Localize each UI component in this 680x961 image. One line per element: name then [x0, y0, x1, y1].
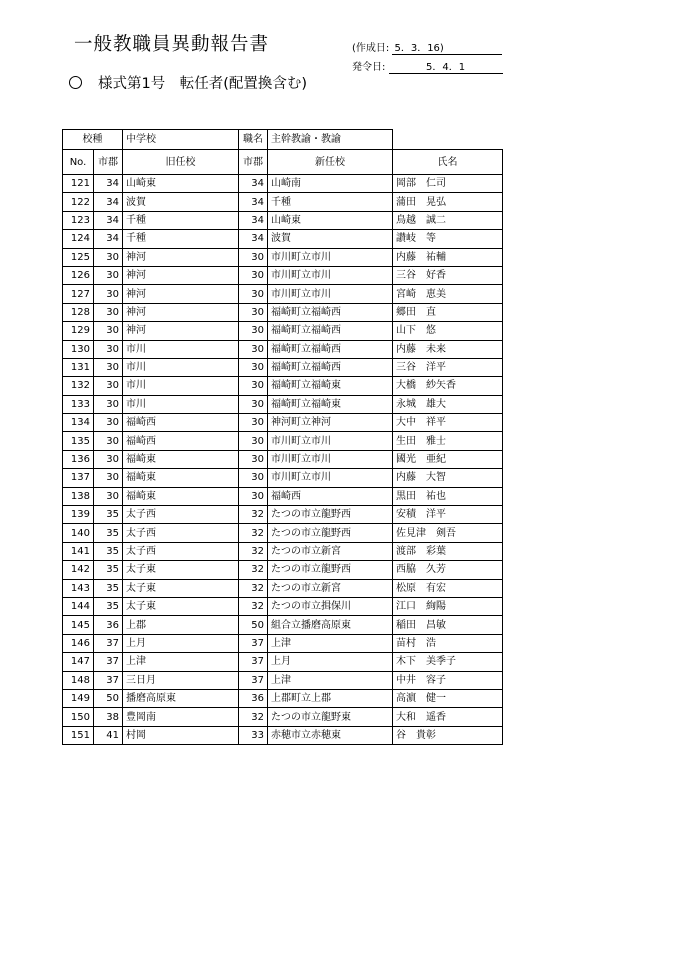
row-number: 136 — [63, 450, 94, 468]
teacher-name: 岡部 仁司 — [393, 175, 503, 193]
teacher-name: 黒田 祐也 — [393, 487, 503, 505]
new-school: 福崎町立福崎西 — [268, 303, 393, 321]
old-school: 千種 — [123, 211, 239, 229]
old-school: 上津 — [123, 653, 239, 671]
teacher-name: 郷田 直 — [393, 303, 503, 321]
teacher-name: 稲田 昌敏 — [393, 616, 503, 634]
table-row — [63, 616, 503, 634]
new-district-code: 32 — [239, 542, 268, 560]
new-school: 福崎町立福崎東 — [268, 377, 393, 395]
row-number: 133 — [63, 395, 94, 413]
old-school: 市川 — [123, 340, 239, 358]
old-school: 福崎東 — [123, 450, 239, 468]
teacher-name: 松原 有宏 — [393, 579, 503, 597]
new-school: たつの市立龍野西 — [268, 524, 393, 542]
column-header: 旧任校 — [123, 150, 239, 175]
new-school: 市川町立市川 — [268, 450, 393, 468]
blank-cell — [393, 130, 503, 150]
teacher-name: 苗村 浩 — [393, 634, 503, 652]
new-school: たつの市立龍野西 — [268, 561, 393, 579]
table-row — [63, 266, 503, 284]
old-school: 村岡 — [123, 726, 239, 744]
row-number: 147 — [63, 653, 94, 671]
new-district-code: 30 — [239, 377, 268, 395]
old-school: 波賀 — [123, 193, 239, 211]
column-header: 氏名 — [393, 150, 503, 175]
row-number: 148 — [63, 671, 94, 689]
teacher-name: 佐見津 剣吾 — [393, 524, 503, 542]
table-row — [63, 377, 503, 395]
table-row — [63, 671, 503, 689]
old-district-code: 38 — [94, 708, 123, 726]
issue-date-label: 発令日: — [352, 62, 386, 73]
teacher-name: 谷 貴彰 — [393, 726, 503, 744]
new-district-code: 37 — [239, 653, 268, 671]
row-number: 142 — [63, 561, 94, 579]
old-district-code: 37 — [94, 671, 123, 689]
old-district-code: 35 — [94, 597, 123, 615]
created-date-label: (作成日: — [352, 43, 390, 54]
created-date — [352, 39, 502, 55]
new-school: 山崎南 — [268, 175, 393, 193]
new-school: 神河町立神河 — [268, 414, 393, 432]
teacher-name: 山下 悠 — [393, 322, 503, 340]
column-header: 新任校 — [268, 150, 393, 175]
new-district-code: 30 — [239, 322, 268, 340]
old-district-code: 30 — [94, 303, 123, 321]
table-row — [63, 542, 503, 560]
new-district-code: 34 — [239, 230, 268, 248]
new-district-code: 30 — [239, 487, 268, 505]
new-school: たつの市立龍野東 — [268, 708, 393, 726]
table-row — [63, 597, 503, 615]
table-row — [63, 432, 503, 450]
table-row — [63, 175, 503, 193]
new-district-code: 34 — [239, 211, 268, 229]
row-number: 128 — [63, 303, 94, 321]
old-district-code: 35 — [94, 542, 123, 560]
old-district-code: 35 — [94, 524, 123, 542]
new-district-code: 50 — [239, 616, 268, 634]
old-district-code: 30 — [94, 358, 123, 376]
table-meta-row — [63, 130, 503, 150]
table-row — [63, 561, 503, 579]
row-number: 123 — [63, 211, 94, 229]
old-school: 太子西 — [123, 506, 239, 524]
old-school: 太子西 — [123, 524, 239, 542]
new-district-code: 32 — [239, 708, 268, 726]
row-number: 121 — [63, 175, 94, 193]
teacher-name: 内藤 大智 — [393, 469, 503, 487]
teacher-name: 渡部 彩葉 — [393, 542, 503, 560]
old-district-code: 50 — [94, 689, 123, 707]
row-number: 151 — [63, 726, 94, 744]
old-district-code: 30 — [94, 450, 123, 468]
row-number: 131 — [63, 358, 94, 376]
old-school: 千種 — [123, 230, 239, 248]
new-school: 福崎町立福崎西 — [268, 358, 393, 376]
new-district-code: 34 — [239, 193, 268, 211]
new-district-code: 30 — [239, 358, 268, 376]
old-school: 福崎東 — [123, 487, 239, 505]
row-number: 129 — [63, 322, 94, 340]
new-school: 市川町立市川 — [268, 432, 393, 450]
new-school: たつの市立龍野西 — [268, 506, 393, 524]
old-district-code: 30 — [94, 414, 123, 432]
table-row — [63, 450, 503, 468]
table-body — [63, 175, 503, 745]
old-district-code: 36 — [94, 616, 123, 634]
table-row — [63, 726, 503, 744]
old-district-code: 37 — [94, 653, 123, 671]
table-row — [63, 524, 503, 542]
row-number: 139 — [63, 506, 94, 524]
teacher-name: 宮崎 恵美 — [393, 285, 503, 303]
old-district-code: 30 — [94, 322, 123, 340]
row-number: 143 — [63, 579, 94, 597]
new-district-code: 30 — [239, 340, 268, 358]
new-school: たつの市立揖保川 — [268, 597, 393, 615]
new-school: 市川町立市川 — [268, 248, 393, 266]
subtitle-text: 様式第1号 転任者(配置換含む) — [98, 76, 308, 92]
teacher-name: 三谷 洋平 — [393, 358, 503, 376]
new-district-code: 37 — [239, 634, 268, 652]
new-district-code: 32 — [239, 524, 268, 542]
old-district-code: 30 — [94, 285, 123, 303]
new-district-code: 32 — [239, 506, 268, 524]
old-district-code: 41 — [94, 726, 123, 744]
new-school: 上郡町立上郡 — [268, 689, 393, 707]
teacher-name: 永城 雄大 — [393, 395, 503, 413]
teacher-name: 西脇 久芳 — [393, 561, 503, 579]
teacher-name: 讃岐 等 — [393, 230, 503, 248]
new-district-code: 30 — [239, 285, 268, 303]
new-district-code: 30 — [239, 414, 268, 432]
new-school: 上月 — [268, 653, 393, 671]
old-school: 神河 — [123, 285, 239, 303]
table-row — [63, 653, 503, 671]
teacher-name: 鳥越 誠二 — [393, 211, 503, 229]
form-subtitle — [69, 72, 307, 93]
teacher-name: 内藤 未来 — [393, 340, 503, 358]
new-district-code: 37 — [239, 671, 268, 689]
old-district-code: 30 — [94, 469, 123, 487]
old-school: 太子東 — [123, 561, 239, 579]
table-row — [63, 322, 503, 340]
column-header: No. — [63, 150, 94, 175]
new-district-code: 30 — [239, 469, 268, 487]
table-header-row — [63, 150, 503, 175]
row-number: 144 — [63, 597, 94, 615]
teacher-name: 三谷 好香 — [393, 266, 503, 284]
issue-date-value: 5．4．1 — [389, 58, 503, 74]
teacher-name: 大和 遥香 — [393, 708, 503, 726]
old-school: 上月 — [123, 634, 239, 652]
new-district-code: 33 — [239, 726, 268, 744]
row-number: 132 — [63, 377, 94, 395]
old-school: 太子西 — [123, 542, 239, 560]
row-number: 126 — [63, 266, 94, 284]
table-row — [63, 414, 503, 432]
row-number: 141 — [63, 542, 94, 560]
new-school: 山崎東 — [268, 211, 393, 229]
new-district-code: 30 — [239, 303, 268, 321]
old-district-code: 30 — [94, 487, 123, 505]
old-school: 太子東 — [123, 597, 239, 615]
teacher-name: 木下 美季子 — [393, 653, 503, 671]
new-school: 福崎西 — [268, 487, 393, 505]
new-school: 赤穂市立赤穂東 — [268, 726, 393, 744]
old-school: 神河 — [123, 322, 239, 340]
table-row — [63, 395, 503, 413]
new-school: 波賀 — [268, 230, 393, 248]
teacher-name: 高濵 健一 — [393, 689, 503, 707]
old-school: 福崎西 — [123, 432, 239, 450]
new-district-code: 30 — [239, 266, 268, 284]
old-school: 市川 — [123, 395, 239, 413]
row-number: 138 — [63, 487, 94, 505]
table-row — [63, 193, 503, 211]
new-district-code: 30 — [239, 395, 268, 413]
new-school: 市川町立市川 — [268, 266, 393, 284]
new-district-code: 30 — [239, 248, 268, 266]
table-row — [63, 708, 503, 726]
old-school: 市川 — [123, 358, 239, 376]
old-district-code: 34 — [94, 230, 123, 248]
school-type-label: 校種 — [63, 130, 123, 150]
row-number: 146 — [63, 634, 94, 652]
old-school: 市川 — [123, 377, 239, 395]
new-school: 福崎町立福崎西 — [268, 322, 393, 340]
row-number: 127 — [63, 285, 94, 303]
old-district-code: 30 — [94, 340, 123, 358]
old-district-code: 30 — [94, 377, 123, 395]
table-row — [63, 303, 503, 321]
document-title: 一般教職員異動報告書 — [74, 34, 270, 55]
table-row — [63, 634, 503, 652]
old-district-code: 35 — [94, 579, 123, 597]
table-row — [63, 285, 503, 303]
old-school: 太子東 — [123, 579, 239, 597]
old-district-code: 30 — [94, 266, 123, 284]
circle-icon — [69, 76, 82, 89]
old-district-code: 34 — [94, 211, 123, 229]
row-number: 122 — [63, 193, 94, 211]
old-school: 山崎東 — [123, 175, 239, 193]
old-school: 神河 — [123, 266, 239, 284]
new-district-code: 36 — [239, 689, 268, 707]
old-district-code: 30 — [94, 432, 123, 450]
row-number: 145 — [63, 616, 94, 634]
old-school: 上郡 — [123, 616, 239, 634]
table-row — [63, 689, 503, 707]
teacher-name: 大橋 紗矢香 — [393, 377, 503, 395]
teacher-name: 安積 洋平 — [393, 506, 503, 524]
old-school: 播磨高原東 — [123, 689, 239, 707]
new-school: 上津 — [268, 671, 393, 689]
old-school: 神河 — [123, 303, 239, 321]
column-header: 市郡 — [94, 150, 123, 175]
row-number: 134 — [63, 414, 94, 432]
teacher-name: 大中 祥平 — [393, 414, 503, 432]
row-number: 140 — [63, 524, 94, 542]
teacher-name: 江口 絢陽 — [393, 597, 503, 615]
old-district-code: 34 — [94, 175, 123, 193]
new-school: 千種 — [268, 193, 393, 211]
new-school: 市川町立市川 — [268, 285, 393, 303]
table-row — [63, 211, 503, 229]
row-number: 124 — [63, 230, 94, 248]
teacher-name: 中井 容子 — [393, 671, 503, 689]
row-number: 149 — [63, 689, 94, 707]
school-type-value: 中学校 — [123, 130, 239, 150]
new-district-code: 32 — [239, 579, 268, 597]
new-district-code: 34 — [239, 175, 268, 193]
new-district-code: 32 — [239, 561, 268, 579]
position-label: 職名 — [239, 130, 268, 150]
table-row — [63, 579, 503, 597]
old-district-code: 37 — [94, 634, 123, 652]
table-row — [63, 230, 503, 248]
column-header: 市郡 — [239, 150, 268, 175]
new-school: 市川町立市川 — [268, 469, 393, 487]
new-district-code: 30 — [239, 432, 268, 450]
table-row — [63, 248, 503, 266]
row-number: 137 — [63, 469, 94, 487]
old-school: 神河 — [123, 248, 239, 266]
new-school: たつの市立新宮 — [268, 579, 393, 597]
old-school: 豊岡南 — [123, 708, 239, 726]
new-school: たつの市立新宮 — [268, 542, 393, 560]
teacher-name: 國光 亜紀 — [393, 450, 503, 468]
old-district-code: 30 — [94, 395, 123, 413]
teacher-name: 内藤 祐輔 — [393, 248, 503, 266]
table-row — [63, 358, 503, 376]
row-number: 150 — [63, 708, 94, 726]
new-school: 福崎町立福崎西 — [268, 340, 393, 358]
issue-date — [352, 58, 503, 74]
new-school: 上津 — [268, 634, 393, 652]
new-school: 福崎町立福崎東 — [268, 395, 393, 413]
table-row — [63, 340, 503, 358]
transfer-table — [62, 129, 503, 745]
row-number: 135 — [63, 432, 94, 450]
position-value: 主幹教諭・教諭 — [268, 130, 393, 150]
teacher-name: 蒲田 晃弘 — [393, 193, 503, 211]
old-school: 三日月 — [123, 671, 239, 689]
new-school: 組合立播磨高原東 — [268, 616, 393, 634]
old-district-code: 30 — [94, 248, 123, 266]
old-school: 福崎西 — [123, 414, 239, 432]
new-district-code: 32 — [239, 597, 268, 615]
old-school: 福崎東 — [123, 469, 239, 487]
row-number: 130 — [63, 340, 94, 358]
table-row — [63, 506, 503, 524]
row-number: 125 — [63, 248, 94, 266]
table-row — [63, 487, 503, 505]
old-district-code: 34 — [94, 193, 123, 211]
old-district-code: 35 — [94, 506, 123, 524]
table-row — [63, 469, 503, 487]
created-date-value: 5．3．16) — [392, 39, 502, 55]
old-district-code: 35 — [94, 561, 123, 579]
new-district-code: 30 — [239, 450, 268, 468]
teacher-name: 生田 雅士 — [393, 432, 503, 450]
